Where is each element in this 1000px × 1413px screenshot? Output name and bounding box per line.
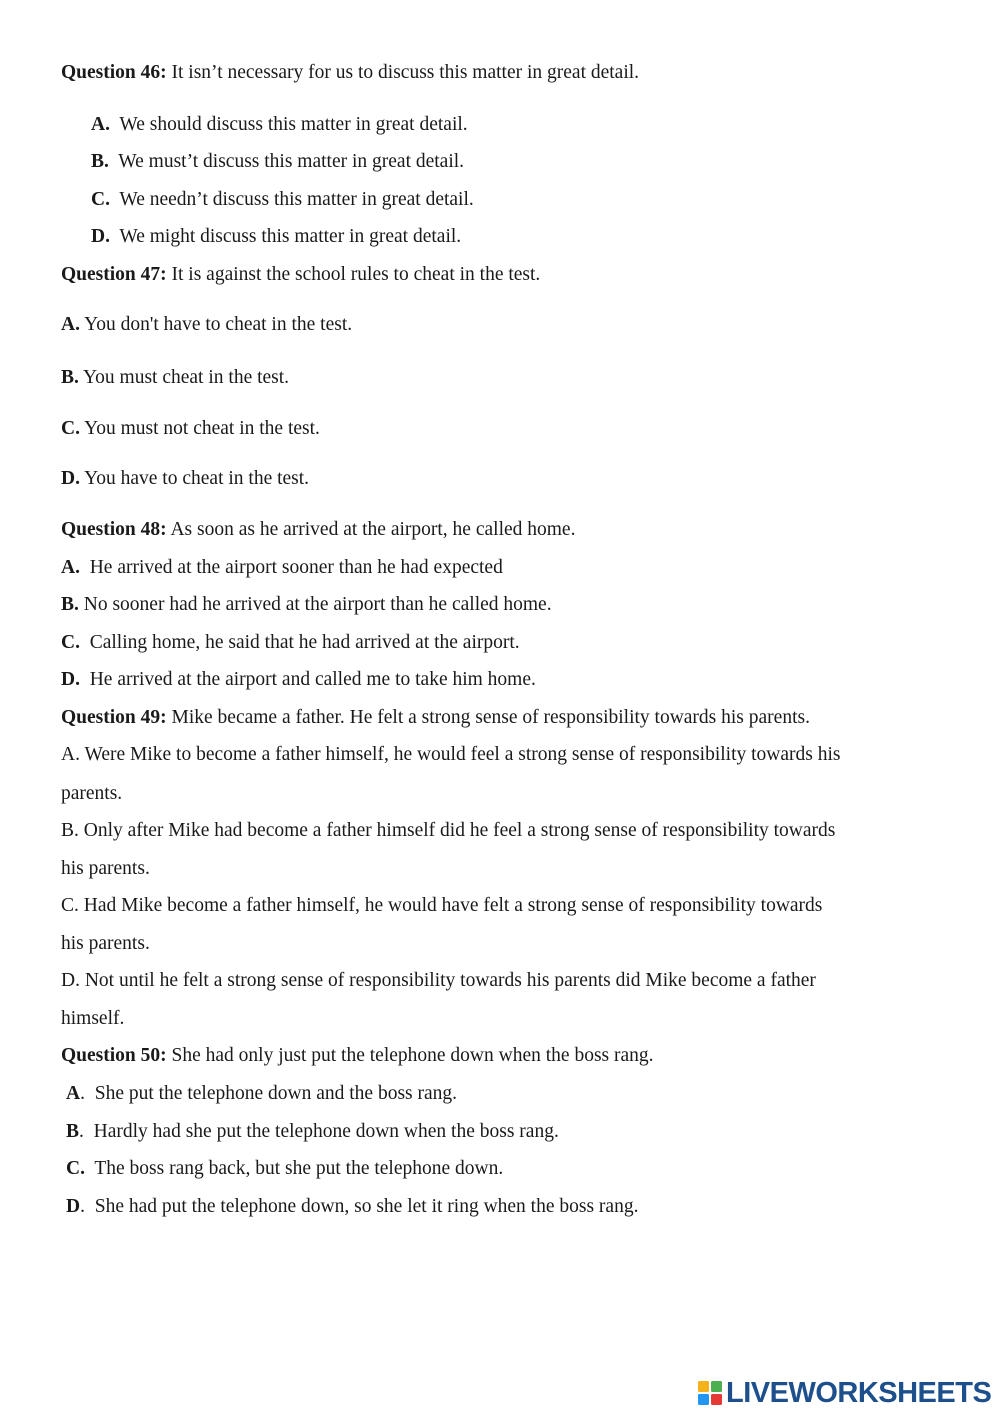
question-50-option-c: C. The boss rang back, but she put the telephone down. — [66, 1158, 504, 1179]
question-50-stem: Question 50: She had only just put the telephone down when the boss rang. — [61, 1045, 654, 1066]
question-48-option-a: A. He arrived at the airport sooner than he had expected — [61, 557, 503, 578]
question-50-option-b: B. Hardly had she put the telephone down when the boss rang. — [66, 1121, 559, 1142]
question-47-option-c: C. You must not cheat in the test. — [61, 418, 320, 439]
question-49-option-a-line2: parents. — [61, 783, 123, 804]
question-50-option-a: A. She put the telephone down and the boss rang. — [66, 1083, 458, 1104]
question-46-option-d: D. We might discuss this matter in great detail. — [91, 226, 462, 247]
question-46-option-c: C. We needn’t discuss this matter in great detail. — [91, 189, 474, 210]
question-46-option-a: A. We should discuss this matter in great detail. — [91, 114, 468, 135]
question-47-option-d: D. You have to cheat in the test. — [61, 468, 310, 489]
question-46-option-b: B. We must’t discuss this matter in great detail. — [91, 151, 465, 172]
question-49-option-c-line1: C. Had Mike become a father himself, he would have felt a strong sense of responsibility towards — [61, 895, 823, 916]
liveworksheets-logo[interactable] — [697, 1378, 991, 1408]
question-48-option-c: C. Calling home, he said that he had arrived at the airport. — [61, 632, 520, 653]
liveworksheets-logo-text: LIVEWORKSHEETS — [726, 1377, 992, 1409]
question-49-stem: Question 49: Mike became a father. He felt a strong sense of responsibility towards his parents. — [61, 707, 810, 728]
question-46-stem: Question 46: It isn’t necessary for us to discuss this matter in great detail. — [61, 62, 640, 83]
question-49-option-d-line2: himself. — [61, 1008, 125, 1029]
question-47-stem: Question 47: It is against the school rules to cheat in the test. — [61, 264, 541, 285]
question-48-option-b: B. No sooner had he arrived at the airport than he called home. — [61, 594, 552, 615]
question-50-option-d: D. She had put the telephone down, so she let it ring when the boss rang. — [66, 1196, 639, 1217]
question-47-option-b: B. You must cheat in the test. — [61, 367, 290, 388]
question-48-stem: Question 48: As soon as he arrived at the airport, he called home. — [61, 519, 576, 540]
question-49-option-b-line1: B. Only after Mike had become a father himself did he feel a strong sense of responsibility towards — [61, 820, 836, 841]
question-49-option-d-line1: D. Not until he felt a strong sense of responsibility towards his parents did Mike become a father — [61, 970, 816, 991]
question-49-option-b-line2: his parents. — [61, 858, 150, 879]
liveworksheets-logo-icon — [697, 1380, 723, 1406]
question-48-option-d: D. He arrived at the airport and called me to take him home. — [61, 669, 536, 690]
question-47-option-a: A. You don't have to cheat in the test. — [61, 314, 353, 335]
question-49-option-c-line2: his parents. — [61, 933, 150, 954]
question-49-option-a-line1: A. Were Mike to become a father himself, he would feel a strong sense of responsibility towards his — [61, 744, 841, 765]
